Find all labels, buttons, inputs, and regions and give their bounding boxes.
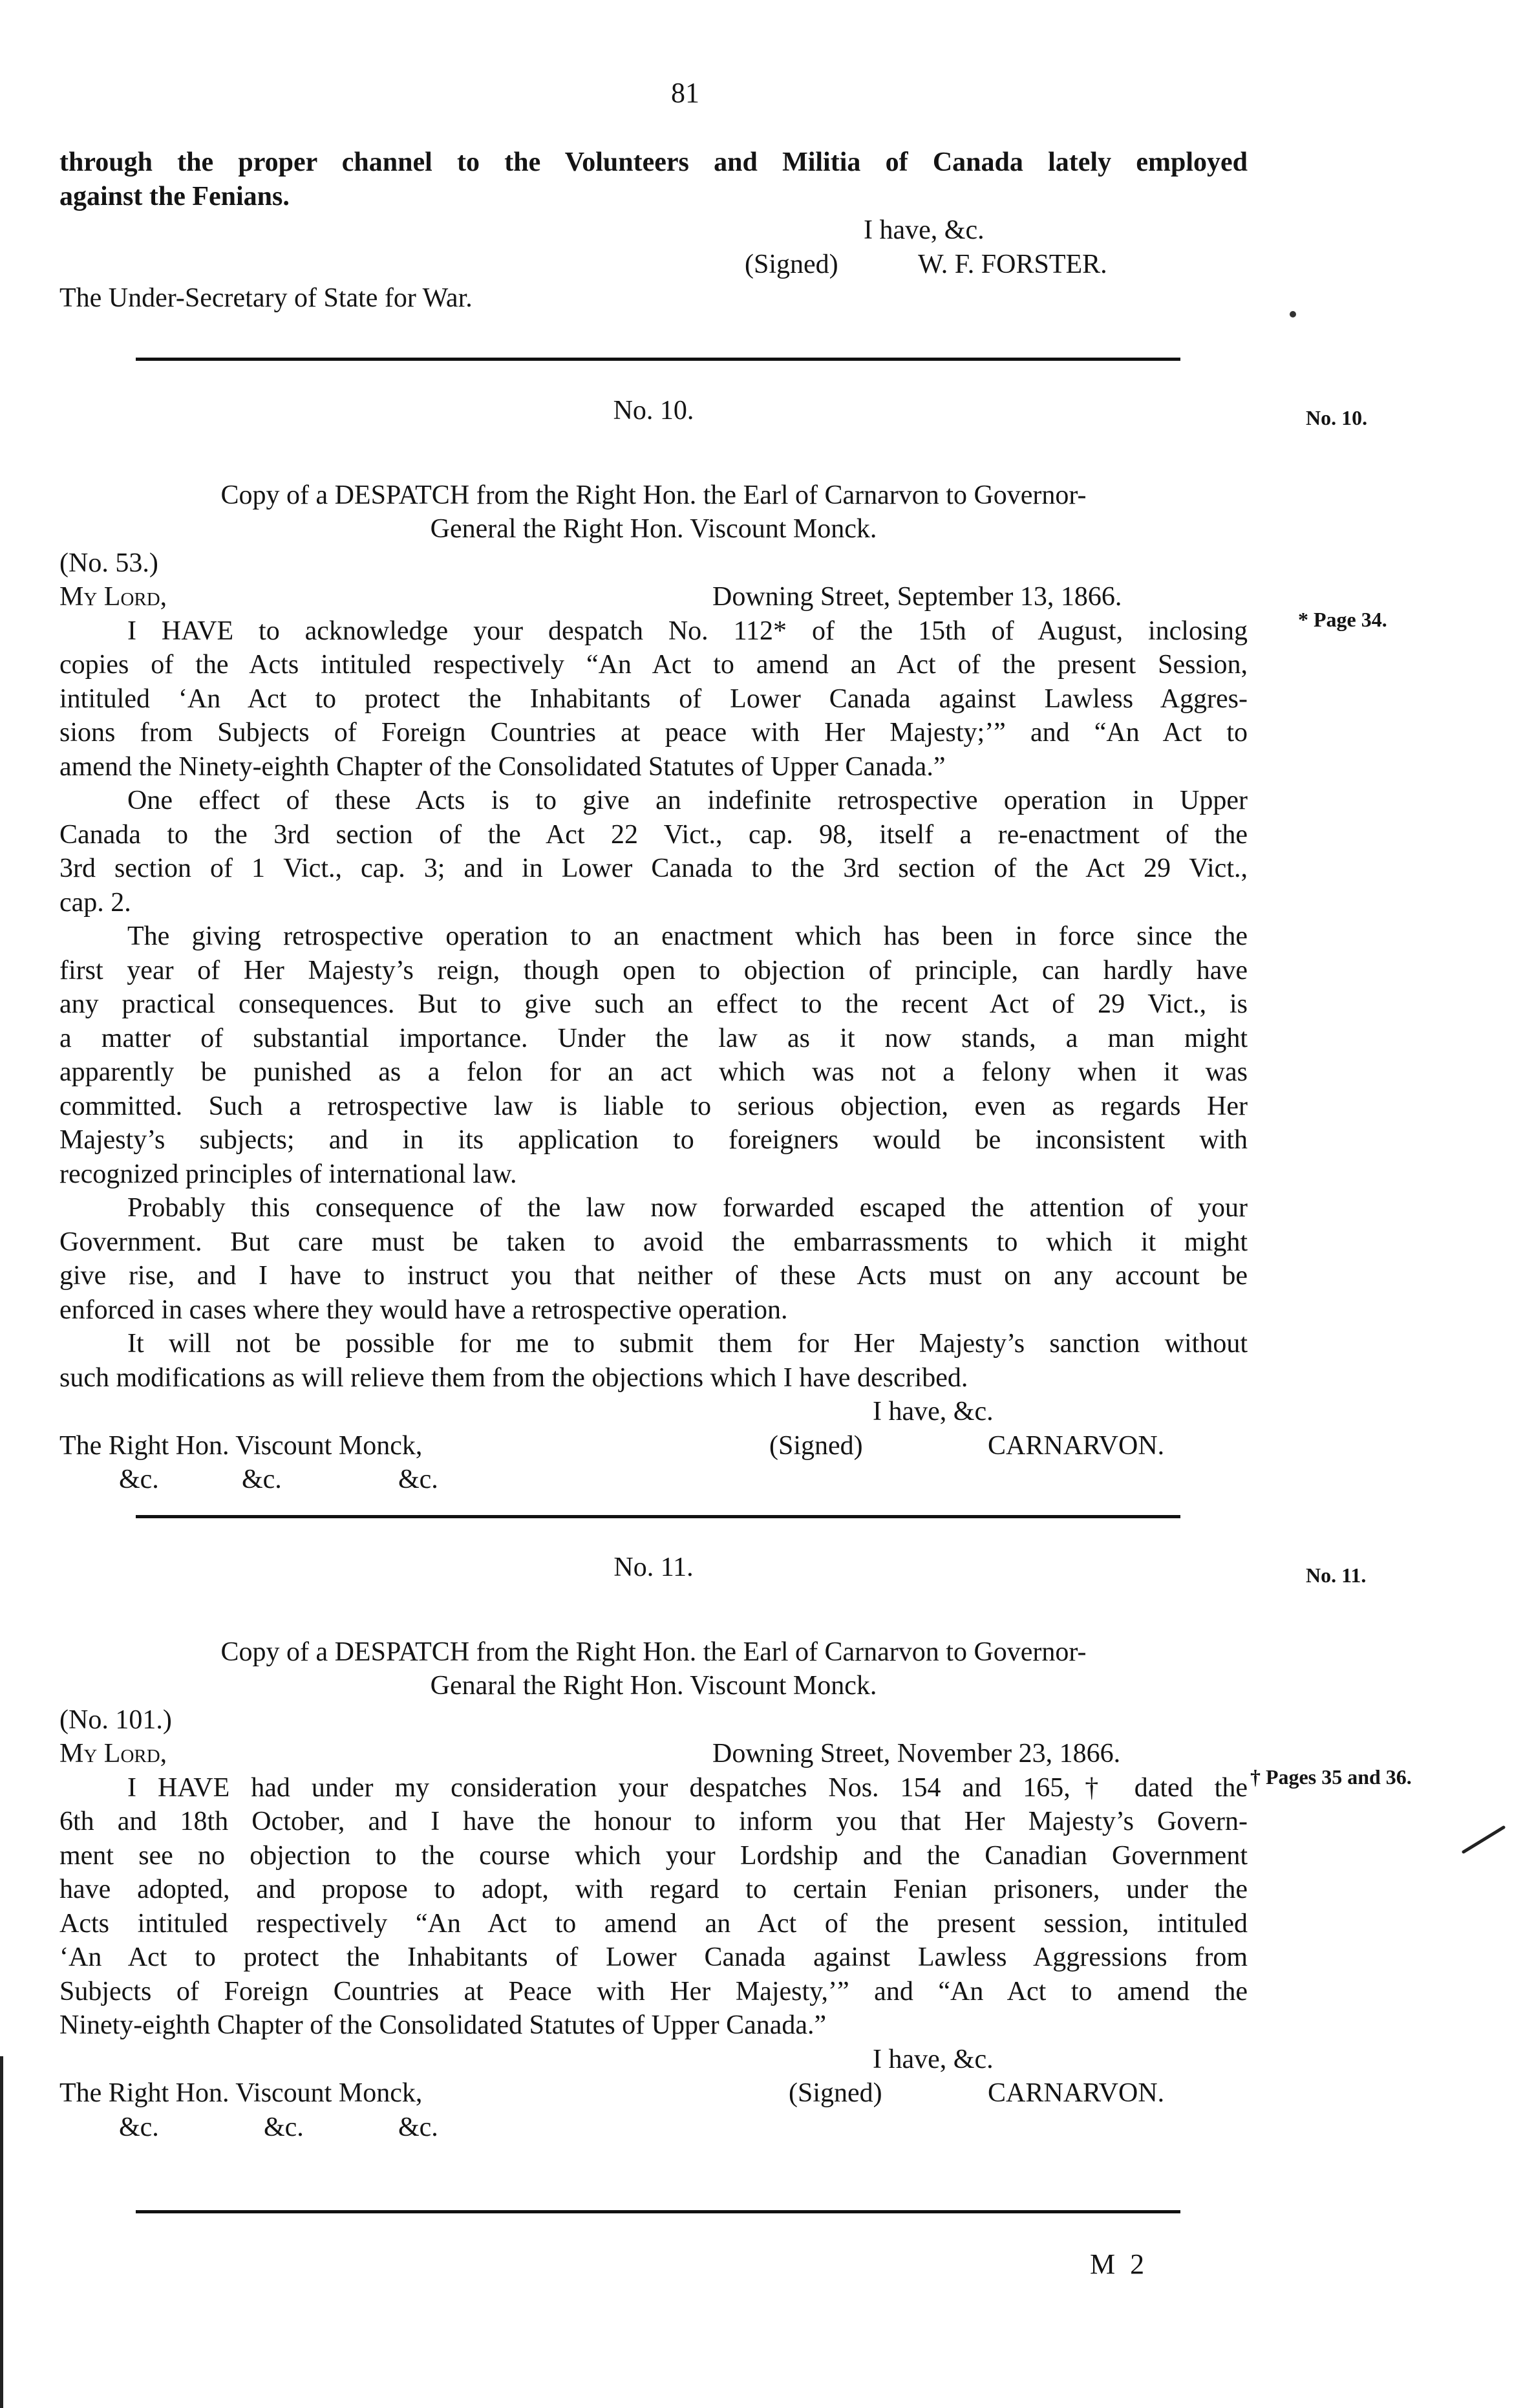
body-line: a matter of substantial importance. Under the law as it now stands, a man might [59, 1023, 1248, 1053]
margin-reference: * Page 34. [1298, 608, 1387, 631]
margin-number: No. 11. [1306, 1564, 1367, 1587]
body-line: recognized principles of international law. [59, 1159, 517, 1189]
body-line: The giving retrospective operation to an enactment which has been in force since the [127, 921, 1248, 951]
signature-mark: M 2 [1090, 2248, 1149, 2280]
body-line: enforced in cases where they would have a retrospective operation. [59, 1295, 788, 1325]
etc: &c. [398, 2112, 438, 2142]
body-line: ment see no objection to the course which your Lordship and the Canadian Government [59, 1840, 1248, 1871]
intro-line: against the Fenians. [59, 181, 290, 211]
intro-line: through the proper channel to the Volunteers and Militia of Canada lately employed [59, 147, 1248, 177]
body-line: amend the Ninety-eighth Chapter of the Consolidated Statutes of Upper Canada.” [59, 751, 946, 782]
addressee: The Right Hon. Viscount Monck, [59, 2078, 423, 2108]
body-line: It will not be possible for me to submit them for Her Majesty’s sanction without [127, 1329, 1248, 1359]
signed: (Signed) [789, 2078, 882, 2108]
signer: CARNARVON. [988, 1430, 1165, 1461]
body-line: apparently be punished as a felon for an act which was not a felony when it was [59, 1057, 1248, 1087]
body-line: any practical consequences. But to give such an effect to the recent Act of 29 Vict., is [59, 989, 1248, 1019]
body-line: Canada to the 3rd section of the Act 22 Vict., cap. 98, itself a re-enactment of the [59, 819, 1248, 850]
intro-signature-line [59, 248, 1248, 282]
closing: I have, &c. [873, 2044, 994, 2074]
body-line: I HAVE had under my consideration your despatches Nos. 154 and 165,† dated the [127, 1772, 1248, 1803]
addressee-line [59, 2076, 1248, 2111]
despatch-title-line: General the Right Hon. Viscount Monck. [430, 514, 877, 544]
body-line: Acts intituled respectively “An Act to amend an Act of the present session, intituled [59, 1908, 1248, 1939]
body-line: 6th and 18th October, and I have the honour to inform you that Her Majesty’s Govern- [59, 1807, 1248, 1836]
despatch-ref: (No. 53.) [59, 548, 158, 578]
despatch-title-line: Copy of a DESPATCH from the Right Hon. the Earl of Carnarvon to Governor- [220, 480, 1087, 510]
body-line: Majesty’s subjects; and in its application to foreigners would be inconsistent with [59, 1125, 1248, 1155]
body-line: give rise, and I have to instruct you that neither of these Acts must on any account be [59, 1261, 1248, 1291]
page-number: 81 [671, 77, 699, 109]
body-line: such modifications as will relieve them from the objections which I have described. [59, 1362, 968, 1393]
etc: &c. [264, 2112, 304, 2142]
body-line: copies of the Acts intituled respectively “An Act to amend an Act of the present Session, [59, 650, 1248, 680]
body-line: ‘An Act to protect the Inhabitants of Lower Canada against Lawless Aggressions from [59, 1942, 1248, 1972]
etc: &c. [119, 2112, 159, 2142]
place-date: Downing Street, November 23, 1866. [712, 1739, 1121, 1768]
addressee-line [59, 1429, 1248, 1463]
etc: &c. [242, 1465, 282, 1494]
addressee: The Right Hon. Viscount Monck, [59, 1430, 423, 1461]
section-divider [136, 2210, 1180, 2213]
body-line: committed. Such a retrospective law is liable to serious objection, even as regards Her [59, 1091, 1248, 1121]
salutation: My Lord, [59, 1739, 167, 1768]
salutation-line [59, 580, 1248, 614]
body-line: Ninety-eighth Chapter of the Consolidated Statutes of Upper Canada.” [59, 2010, 827, 2040]
signed: (Signed) [769, 1430, 863, 1461]
intro-signed: (Signed) [745, 249, 838, 279]
salutation: My Lord, [59, 582, 167, 612]
section-divider [136, 358, 1180, 361]
body-line: sions from Subjects of Foreign Countries at peace with Her Majesty;’” and “An Act to [59, 718, 1248, 747]
margin-number: No. 10. [1306, 406, 1368, 429]
despatch-title-line: Copy of a DESPATCH from the Right Hon. the Earl of Carnarvon to Governor- [220, 1637, 1087, 1667]
signer: CARNARVON. [988, 2078, 1165, 2108]
salutation-line [59, 1737, 1248, 1771]
scan-mark-icon [1461, 1823, 1506, 1856]
intro-block [59, 145, 1248, 316]
despatch-11 [59, 1551, 1248, 2144]
body-line: first year of Her Majesty’s reign, though open to objection of principle, can hardly have [59, 955, 1248, 985]
margin-reference: † Pages 35 and 36. [1250, 1765, 1412, 1789]
etc-line [59, 2111, 1248, 2145]
etc: &c. [119, 1465, 159, 1494]
body-line: Subjects of Foreign Countries at Peace with Her Majesty,’” and “An Act to amend the [59, 1976, 1248, 2006]
scan-speck-icon [1286, 308, 1299, 321]
despatch-number: No. 10. [613, 396, 694, 425]
intro-closing: I have, &c. [864, 215, 985, 245]
body-line: intituled ‘An Act to protect the Inhabitants of Lower Canada against Lawless Aggres- [59, 683, 1248, 714]
body-line: cap. 2. [59, 887, 131, 918]
scan-edge-icon [0, 2056, 6, 2408]
body-line: One effect of these Acts is to give an indefinite retrospective operation in Upper [127, 786, 1248, 815]
body-line: Government. But care must be taken to avoid the embarrassments to which it might [59, 1227, 1248, 1257]
body-line: Probably this consequence of the law now forwarded escaped the attention of your [127, 1193, 1248, 1223]
intro-signer: W. F. FORSTER. [918, 249, 1107, 279]
despatch-ref: (No. 101.) [59, 1704, 172, 1735]
closing: I have, &c. [873, 1397, 994, 1426]
etc-line [59, 1463, 1248, 1497]
despatch-number: No. 11. [613, 1553, 694, 1582]
body-line: I HAVE to acknowledge your despatch No. 112* of the 15th of August, inclosing [127, 616, 1248, 646]
place-date: Downing Street, September 13, 1866. [712, 582, 1122, 612]
intro-addressee: The Under-Secretary of State for War. [59, 283, 473, 313]
despatch-title-line: Genaral the Right Hon. Viscount Monck. [430, 1671, 877, 1701]
body-line: have adopted, and propose to adopt, with regard to certain Fenian prisoners, under the [59, 1875, 1248, 1904]
despatch-10 [59, 394, 1248, 1497]
etc: &c. [398, 1465, 438, 1494]
body-line: 3rd section of 1 Vict., cap. 3; and in Lower Canada to the 3rd section of the Act 29 Vict., [59, 854, 1248, 883]
section-divider [136, 1515, 1180, 1518]
